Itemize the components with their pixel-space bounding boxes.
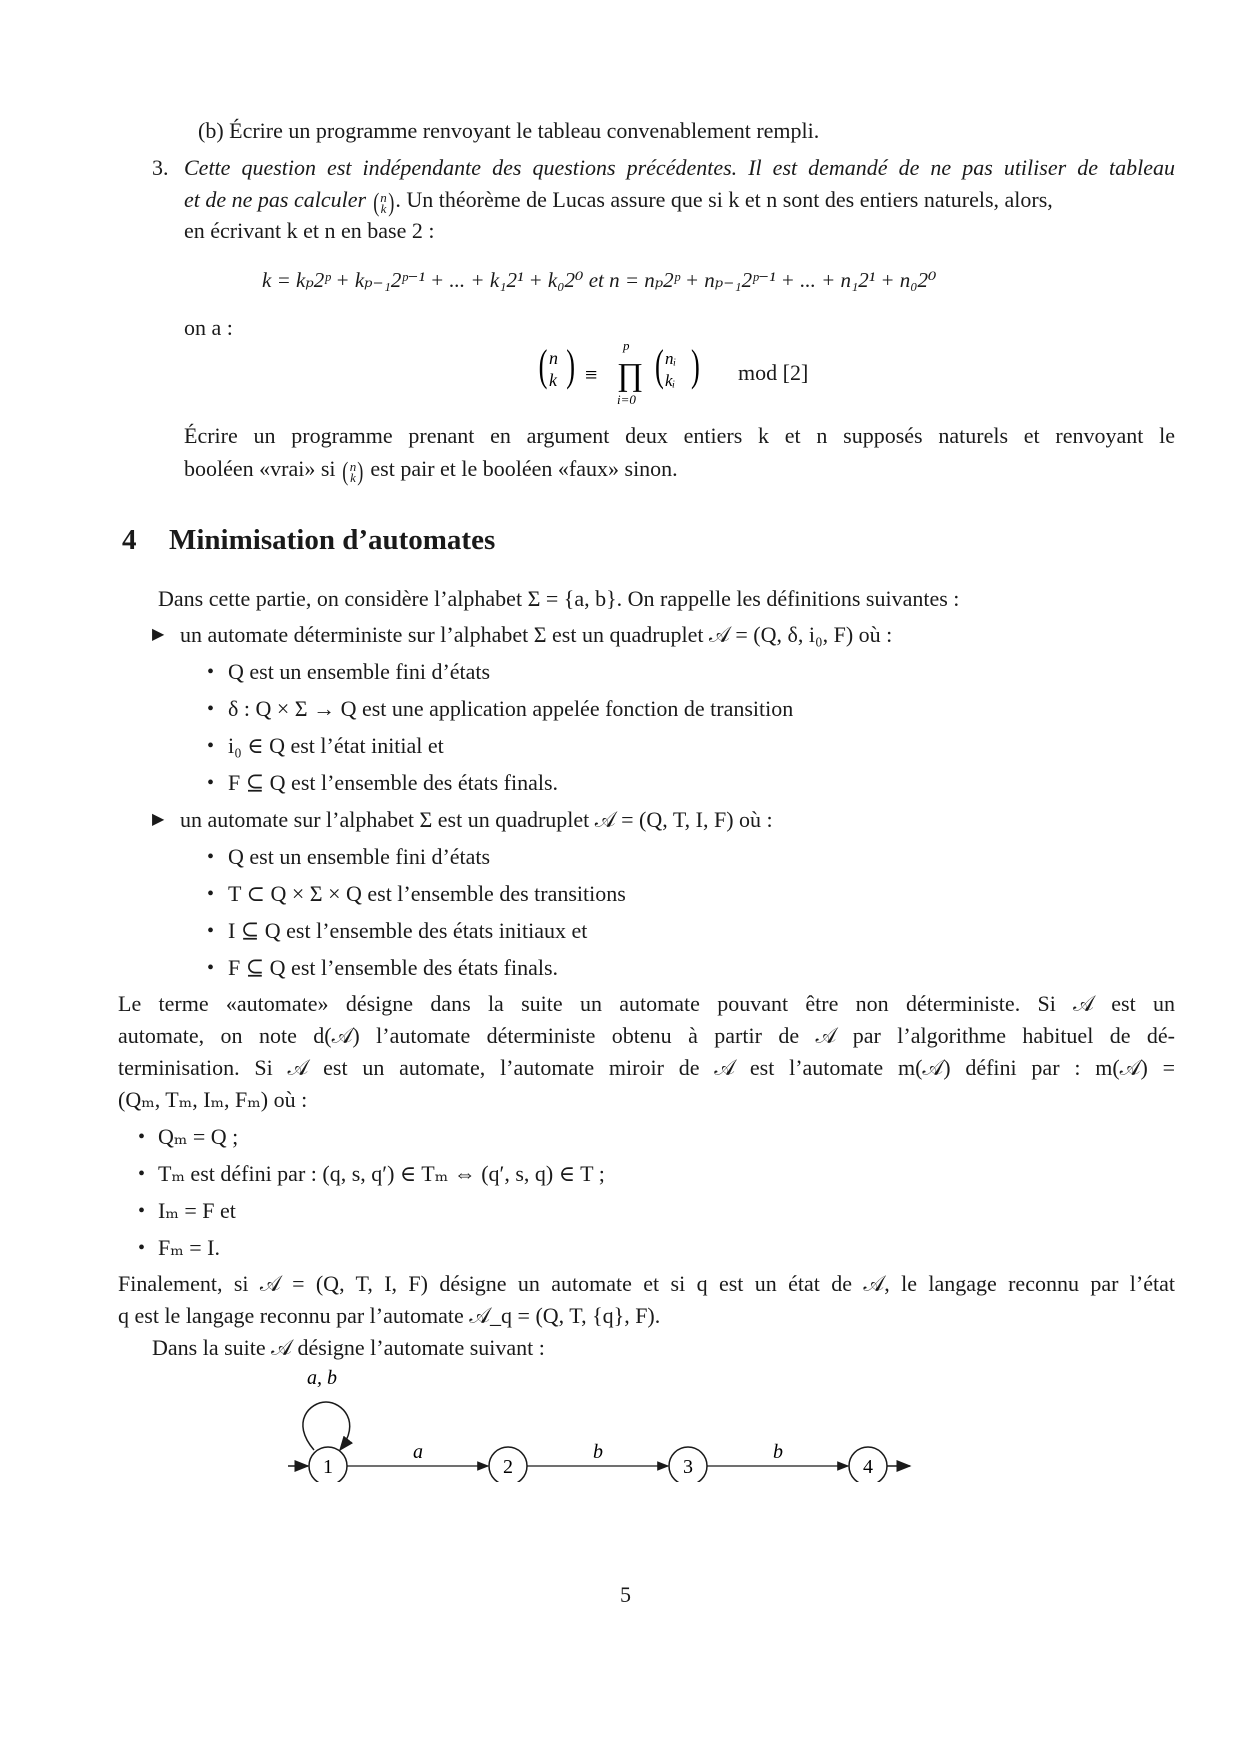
intro-paragraph: Dans cette partie, on considère l’alphabet Σ = {a, b}. On rappelle les définitions suivantes : xyxy=(158,586,960,611)
ndet-item-1: Q est un ensemble fini d’états xyxy=(228,844,491,869)
edge-1-2-label: a xyxy=(413,1441,423,1463)
para1-line-4: (Qₘ, Tₘ, Iₘ, Fₘ) où : xyxy=(118,1087,308,1112)
para2-line-2: q est le langage reconnu par l’automate 𝒜_q = (Q, T, {q}, F). xyxy=(118,1303,661,1328)
ndet-automaton-head: un automate sur l’alphabet Σ est un quadruplet 𝒜 = (Q, T, I, F) où : xyxy=(180,807,773,832)
dot-bullet-icon: • xyxy=(138,1126,146,1148)
para1-line-3: terminisation. Si 𝒜 est un automate, l’automate miroir de 𝒜 est l’automate m(𝒜) défini par : m(𝒜) = xyxy=(118,1055,1175,1080)
mirror-item-1: Qₘ = Q ; xyxy=(158,1124,239,1149)
state-1-label: 1 xyxy=(323,1456,333,1478)
svg-text:k: k xyxy=(549,370,557,390)
lucas-product-formula xyxy=(535,330,735,410)
question-3-line-3: en écrivant k et n en base 2 : xyxy=(184,218,435,243)
det-item-2: δ : Q × Σ → Q est une application appelée fonction de transition xyxy=(228,696,794,721)
question-3-line-2 xyxy=(184,185,1053,218)
para1-line-1: Le terme «automate» désigne dans la suite un automate pouvant être non déterministe. Si 𝒜 est un xyxy=(118,991,1175,1016)
svg-text:kᵢ: kᵢ xyxy=(665,371,676,390)
mod-2-label: mod [2] xyxy=(738,360,809,385)
self-loop-edge xyxy=(303,1402,350,1450)
edge-3-4-label: b xyxy=(773,1441,783,1463)
edge-2-3-label: b xyxy=(593,1441,603,1463)
triangle-bullet-icon: ▶ xyxy=(152,626,165,643)
dot-bullet-icon: • xyxy=(207,698,215,720)
lucas-base2-formula: k = kₚ2ᵖ + kₚ₋₁2ᵖ⁻¹ + ... + k₁2¹ + k₀2⁰ et n = nₚ2ᵖ + nₚ₋₁2ᵖ⁻¹ + ... + n₁2¹ + n₀2⁰ xyxy=(262,268,937,292)
det-item-1: Q est un ensemble fini d’états xyxy=(228,659,491,684)
question-3-line-2-rest: . Un théorème de Lucas assure que si k et n sont des entiers naturels, alors, xyxy=(395,187,1053,212)
page-number: 5 xyxy=(620,1582,631,1607)
binomial-n-k-2: (n k) xyxy=(342,456,364,486)
det-automaton-head: un automate déterministe sur l’alphabet Σ est un quadruplet 𝒜 = (Q, δ, i₀, F) où : xyxy=(180,622,893,647)
para3: Dans la suite 𝒜 désigne l’automate suivant : xyxy=(152,1335,545,1360)
svg-text:i=0: i=0 xyxy=(617,392,636,407)
mirror-item-3: Iₘ = F et xyxy=(158,1198,236,1223)
question-3-line-1: Cette question est indépendante des questions précédentes. Il est demandé de ne pas utiliser de tableau xyxy=(184,155,1175,180)
question-3-line-2-italic: et de ne pas calculer xyxy=(184,187,367,212)
loop-label: a, b xyxy=(307,1367,337,1389)
svg-text:∏: ∏ xyxy=(617,356,644,392)
question-3-line-5b: est pair et le booléen «faux» sinon. xyxy=(370,456,678,481)
dot-bullet-icon: • xyxy=(207,883,215,905)
formula-left-paren-open: ( xyxy=(538,341,548,390)
dot-bullet-icon: • xyxy=(138,1163,146,1185)
dot-bullet-icon: • xyxy=(207,920,215,942)
state-3-label: 3 xyxy=(683,1456,693,1478)
mirror-item-4: Fₘ = I. xyxy=(158,1235,220,1260)
dot-bullet-icon: • xyxy=(207,846,215,868)
dot-bullet-icon: • xyxy=(207,957,215,979)
question-3-number: 3. xyxy=(152,155,169,180)
svg-text:nᵢ: nᵢ xyxy=(665,349,677,368)
svg-text:n: n xyxy=(549,348,558,368)
question-3-line-5 xyxy=(184,454,678,487)
automaton-diagram xyxy=(280,1362,940,1482)
state-2-label: 2 xyxy=(503,1456,513,1478)
svg-text:p: p xyxy=(623,338,630,353)
para1-line-2: automate, on note d(𝒜) l’automate déterministe obtenu à partir de 𝒜 par l’algorithme habituel de dé- xyxy=(118,1023,1175,1048)
formula-left-paren-close: ) xyxy=(566,341,575,390)
dot-bullet-icon: • xyxy=(207,772,215,794)
det-item-3: i₀ ∈ Q est l’état initial et xyxy=(228,733,444,758)
section-title: Minimisation d’automates xyxy=(169,524,496,556)
ndet-item-4: F ⊆ Q est l’ensemble des états finals. xyxy=(228,955,559,980)
mirror-item-2: Tₘ est défini par : (q, s, q′) ∈ Tₘ ⇔ (q′, s, q) ∈ T ; xyxy=(158,1161,605,1186)
ndet-item-2: T ⊂ Q × Σ × Q est l’ensemble des transitions xyxy=(228,881,626,906)
dot-bullet-icon: • xyxy=(207,661,215,683)
svg-text:≡: ≡ xyxy=(585,362,598,387)
det-item-4: F ⊆ Q est l’ensemble des états finals. xyxy=(228,770,559,795)
triangle-bullet-icon: ▶ xyxy=(152,811,165,828)
on-a-label: on a : xyxy=(184,315,233,340)
binomial-n-k: (n k) xyxy=(372,187,395,217)
ndet-item-3: I ⊆ Q est l’ensemble des états initiaux et xyxy=(228,918,588,943)
question-3-line-5a: booléen «vrai» si xyxy=(184,456,336,481)
svg-text:(: ( xyxy=(655,341,664,390)
section-number: 4 xyxy=(122,524,137,556)
para2-line-1: Finalement, si 𝒜 = (Q, T, I, F) désigne un automate et si q est un état de 𝒜, le langage reconnu par l’état xyxy=(118,1271,1175,1296)
question-3-line-4: Écrire un programme prenant en argument deux entiers k et n supposés naturels et renvoyant le xyxy=(184,423,1175,448)
dot-bullet-icon: • xyxy=(138,1237,146,1259)
state-4-label: 4 xyxy=(863,1456,873,1478)
dot-bullet-icon: • xyxy=(138,1200,146,1222)
dot-bullet-icon: • xyxy=(207,735,215,757)
svg-text:): ) xyxy=(691,341,700,390)
question-2b: (b) Écrire un programme renvoyant le tableau convenablement rempli. xyxy=(198,118,820,143)
